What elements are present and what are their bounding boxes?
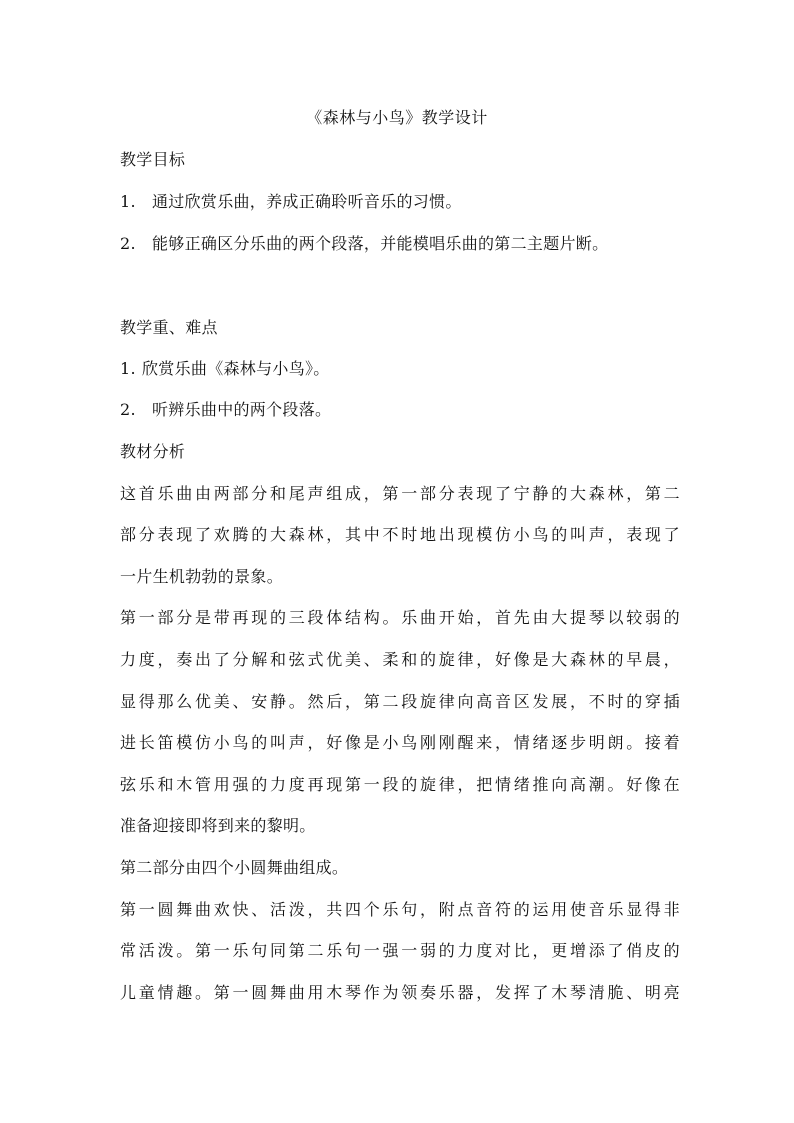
paragraph-line: 进长笛模仿小鸟的叫声，好像是小鸟刚刚醒来，情绪逐步明朗。接着 — [120, 733, 680, 752]
analysis-heading: 教材分析 — [120, 442, 186, 461]
keypoint-number: 2. — [120, 400, 136, 419]
keypoint-text: 听辨乐曲中的两个段落。 — [152, 400, 332, 419]
paragraph-line: 这首乐曲由两部分和尾声组成，第一部分表现了宁静的大森林，第二 — [120, 484, 680, 503]
paragraph-line: 弦乐和木管用强的力度再现第一段的旋律，把情绪推向高潮。好像在 — [120, 775, 680, 794]
goal-text: 能够正确区分乐曲的两个段落，并能模唱乐曲的第二主题片断。 — [152, 234, 609, 253]
paragraph-line: 第二部分由四个小圆舞曲组成。 — [120, 858, 349, 877]
paragraph-line: 第一部分是带再现的三段体结构。乐曲开始，首先由大提琴以较弱的 — [120, 608, 680, 627]
paragraph-line: 第一圆舞曲欢快、活泼，共四个乐句，附点音符的运用使音乐显得非 — [120, 900, 680, 919]
paragraph-line: 力度，奏出了分解和弦式优美、柔和的旋律，好像是大森林的早晨， — [120, 650, 680, 669]
paragraph-line: 显得那么优美、安静。然后，第二段旋律向高音区发展，不时的穿插 — [120, 692, 680, 711]
goal-number: 2. — [120, 234, 136, 253]
keypoints-heading: 教学重、难点 — [120, 318, 218, 337]
goal-item — [120, 190, 680, 214]
goal-item — [120, 232, 680, 256]
keypoint-text: 欣赏乐曲《森林与小鸟》。 — [142, 359, 330, 378]
keypoint-item — [120, 357, 680, 381]
paragraph-line: 儿童情趣。第一圆舞曲用木琴作为领奏乐器，发挥了木琴清脆、明亮 — [120, 983, 680, 1002]
keypoint-item — [120, 398, 680, 422]
paragraph-line: 一片生机勃勃的景象。 — [120, 567, 284, 586]
document-title: 《森林与小鸟》教学设计 — [306, 108, 488, 127]
goals-heading: 教学目标 — [120, 150, 186, 169]
paragraph-line: 部分表现了欢腾的大森林，其中不时地出现模仿小鸟的叫声，表现了 — [120, 525, 680, 544]
goal-number: 1. — [120, 192, 136, 211]
paragraph-line: 准备迎接即将到来的黎明。 — [120, 816, 316, 835]
goal-text: 通过欣赏乐曲，养成正确聆听音乐的习惯。 — [152, 192, 462, 211]
paragraph-line: 常活泼。第一乐句同第二乐句一强一弱的力度对比，更增添了俏皮的 — [120, 941, 680, 960]
keypoint-number: 1. — [120, 359, 136, 378]
